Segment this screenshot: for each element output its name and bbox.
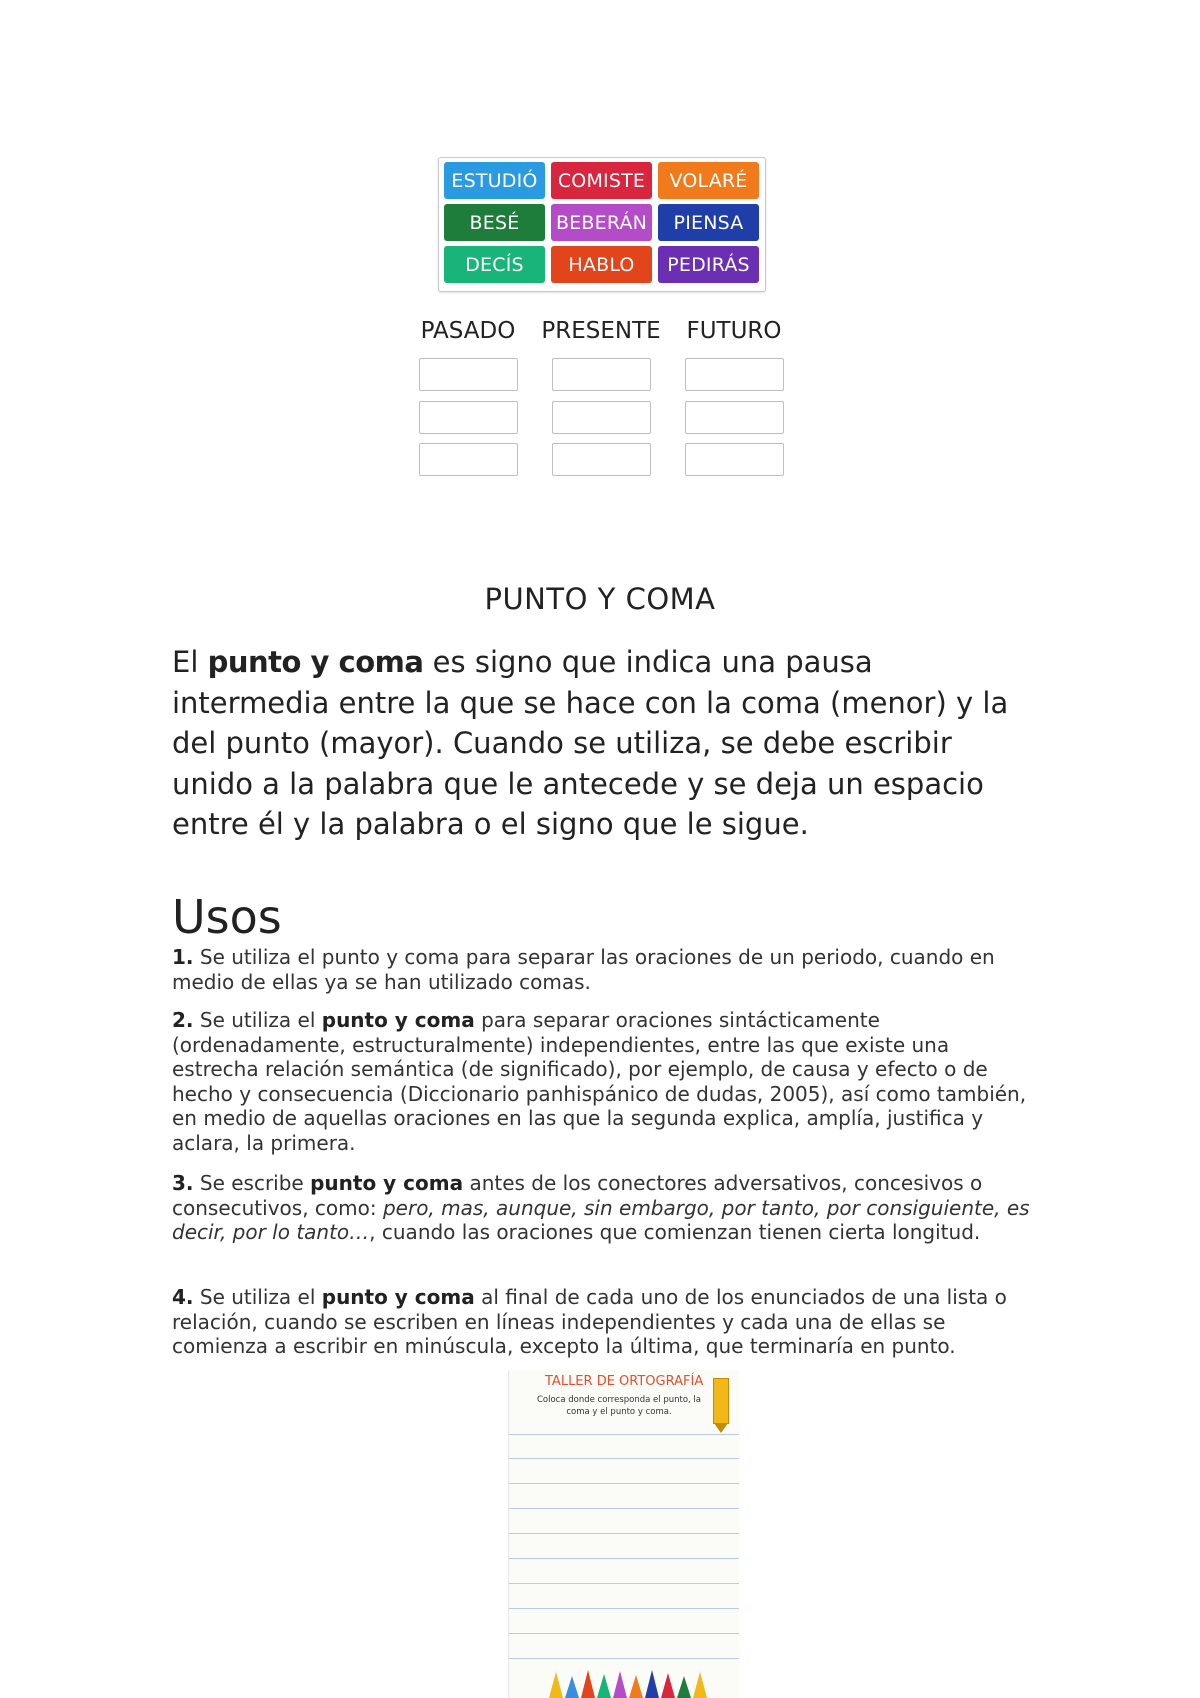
pencil-tip (629, 1675, 643, 1698)
item-term: punto y coma (321, 1008, 475, 1032)
worksheet-line (509, 1633, 739, 1634)
worksheet-line (509, 1458, 739, 1459)
worksheet-line (509, 1533, 739, 1534)
intro-rest: es signo que indica una pausa intermedia entre la que se hace con la coma (menor) y la del punto (mayor). Cuando se utiliza, se debe escribir unido a la palabra que le antecede y se deja un espacio entre él y la palabra o el signo que le sigue. (172, 645, 1009, 841)
item-number: 2. (172, 1008, 194, 1032)
item-text: , cuando las oraciones que comienzan tienen cierta longitud. (369, 1220, 981, 1245)
worksheet-line (509, 1434, 739, 1435)
worksheet-title: TALLER DE ORTOGRAFÍA (545, 1374, 704, 1389)
item-term: punto y coma (310, 1171, 464, 1195)
answer-slot[interactable] (685, 358, 784, 391)
pencil-tip (645, 1670, 659, 1698)
word-tile[interactable]: PEDIRÁS (658, 246, 759, 283)
item-examples: pero, mas, aunque, sin embargo, por tanto, por consiguiente, es decir, por lo tanto… (172, 1195, 1030, 1245)
usos-item-2 (172, 1008, 1032, 1156)
answer-slot[interactable] (419, 358, 518, 391)
word-tile[interactable]: HABLO (551, 246, 652, 283)
worksheet-instruction: Coloca donde corresponda el punto, la coma y el punto y coma. (536, 1395, 702, 1417)
item-number: 3. (172, 1171, 194, 1195)
item-text: Se utiliza el (193, 1285, 322, 1309)
word-tile[interactable]: BEBERÁN (551, 204, 652, 241)
usos-item-3 (172, 1171, 1032, 1245)
worksheet-image (508, 1370, 739, 1698)
pencil-tip (661, 1673, 675, 1698)
worksheet-line (509, 1508, 739, 1509)
answer-slot[interactable] (419, 401, 518, 434)
pencil-icon (713, 1378, 729, 1424)
word-tile[interactable]: VOLARÉ (658, 162, 759, 199)
word-tile[interactable]: BESÉ (444, 204, 545, 241)
usos-item-4 (172, 1285, 1032, 1359)
word-tile[interactable]: DECÍS (444, 246, 545, 283)
column-heading-presente: PRESENTE (541, 318, 661, 344)
item-term: punto y coma (321, 1285, 475, 1309)
pencils-icon (545, 1668, 715, 1698)
item-number: 1. (172, 945, 194, 969)
pencil-tip (549, 1672, 563, 1698)
pencil-tip (597, 1674, 611, 1698)
worksheet-line (509, 1608, 739, 1609)
intro-lead: El (172, 645, 208, 679)
word-tile[interactable]: PIENSA (658, 204, 759, 241)
item-text: para separar oraciones sintácticamente (ordenadamente, estructuralmente) independientes, entre las que existe una estrecha relación semántica (de significado), por ejemplo, de causa y efecto o de hecho y consecuencia (Diccionario panhispánico de dudas, 2005), así como también, en medio de aquellas oraciones en las que la segunda explica, amplía, justifica y aclara, la primera. (172, 1008, 1027, 1155)
answer-slot[interactable] (419, 443, 518, 476)
section-title: PUNTO Y COMA (484, 582, 716, 616)
answer-slot[interactable] (685, 443, 784, 476)
worksheet-line (509, 1658, 739, 1659)
intro-term: punto y coma (207, 645, 424, 679)
worksheet-line (509, 1583, 739, 1584)
pencil-tip (581, 1670, 595, 1698)
item-text: Se utiliza el (193, 1008, 322, 1032)
usos-heading: Usos (172, 890, 282, 944)
item-text: al final de cada uno de los enunciados de una lista o relación, cuando se escriben en líneas independientes y cada una de ellas se comienza a escribir en minúscula, excepto la última, que terminaría en punto. (172, 1285, 1007, 1359)
answer-slot[interactable] (552, 401, 651, 434)
column-heading-futuro: FUTURO (686, 318, 782, 344)
pencil-tip (565, 1676, 579, 1698)
pencil-tip (693, 1672, 707, 1698)
answer-slot[interactable] (685, 401, 784, 434)
word-tile[interactable]: COMISTE (551, 162, 652, 199)
pencil-tip (677, 1676, 691, 1698)
pencil-tip (613, 1671, 627, 1698)
answer-slot[interactable] (552, 358, 651, 391)
answer-slot[interactable] (552, 443, 651, 476)
column-heading-pasado: PASADO (420, 318, 516, 344)
item-text: antes de los conectores adversativos, concesivos o consecutivos, como: (172, 1171, 983, 1220)
intro-paragraph (172, 642, 1032, 845)
usos-item-1 (172, 945, 1032, 994)
word-tile[interactable]: ESTUDIÓ (444, 162, 545, 199)
item-number: 4. (172, 1285, 194, 1309)
item-text: Se utiliza el punto y coma para separar las oraciones de un periodo, cuando en medio de ellas ya se han utilizado comas. (172, 945, 995, 994)
worksheet-line (509, 1483, 739, 1484)
worksheet-line (509, 1558, 739, 1559)
item-text: Se escribe (193, 1171, 311, 1195)
